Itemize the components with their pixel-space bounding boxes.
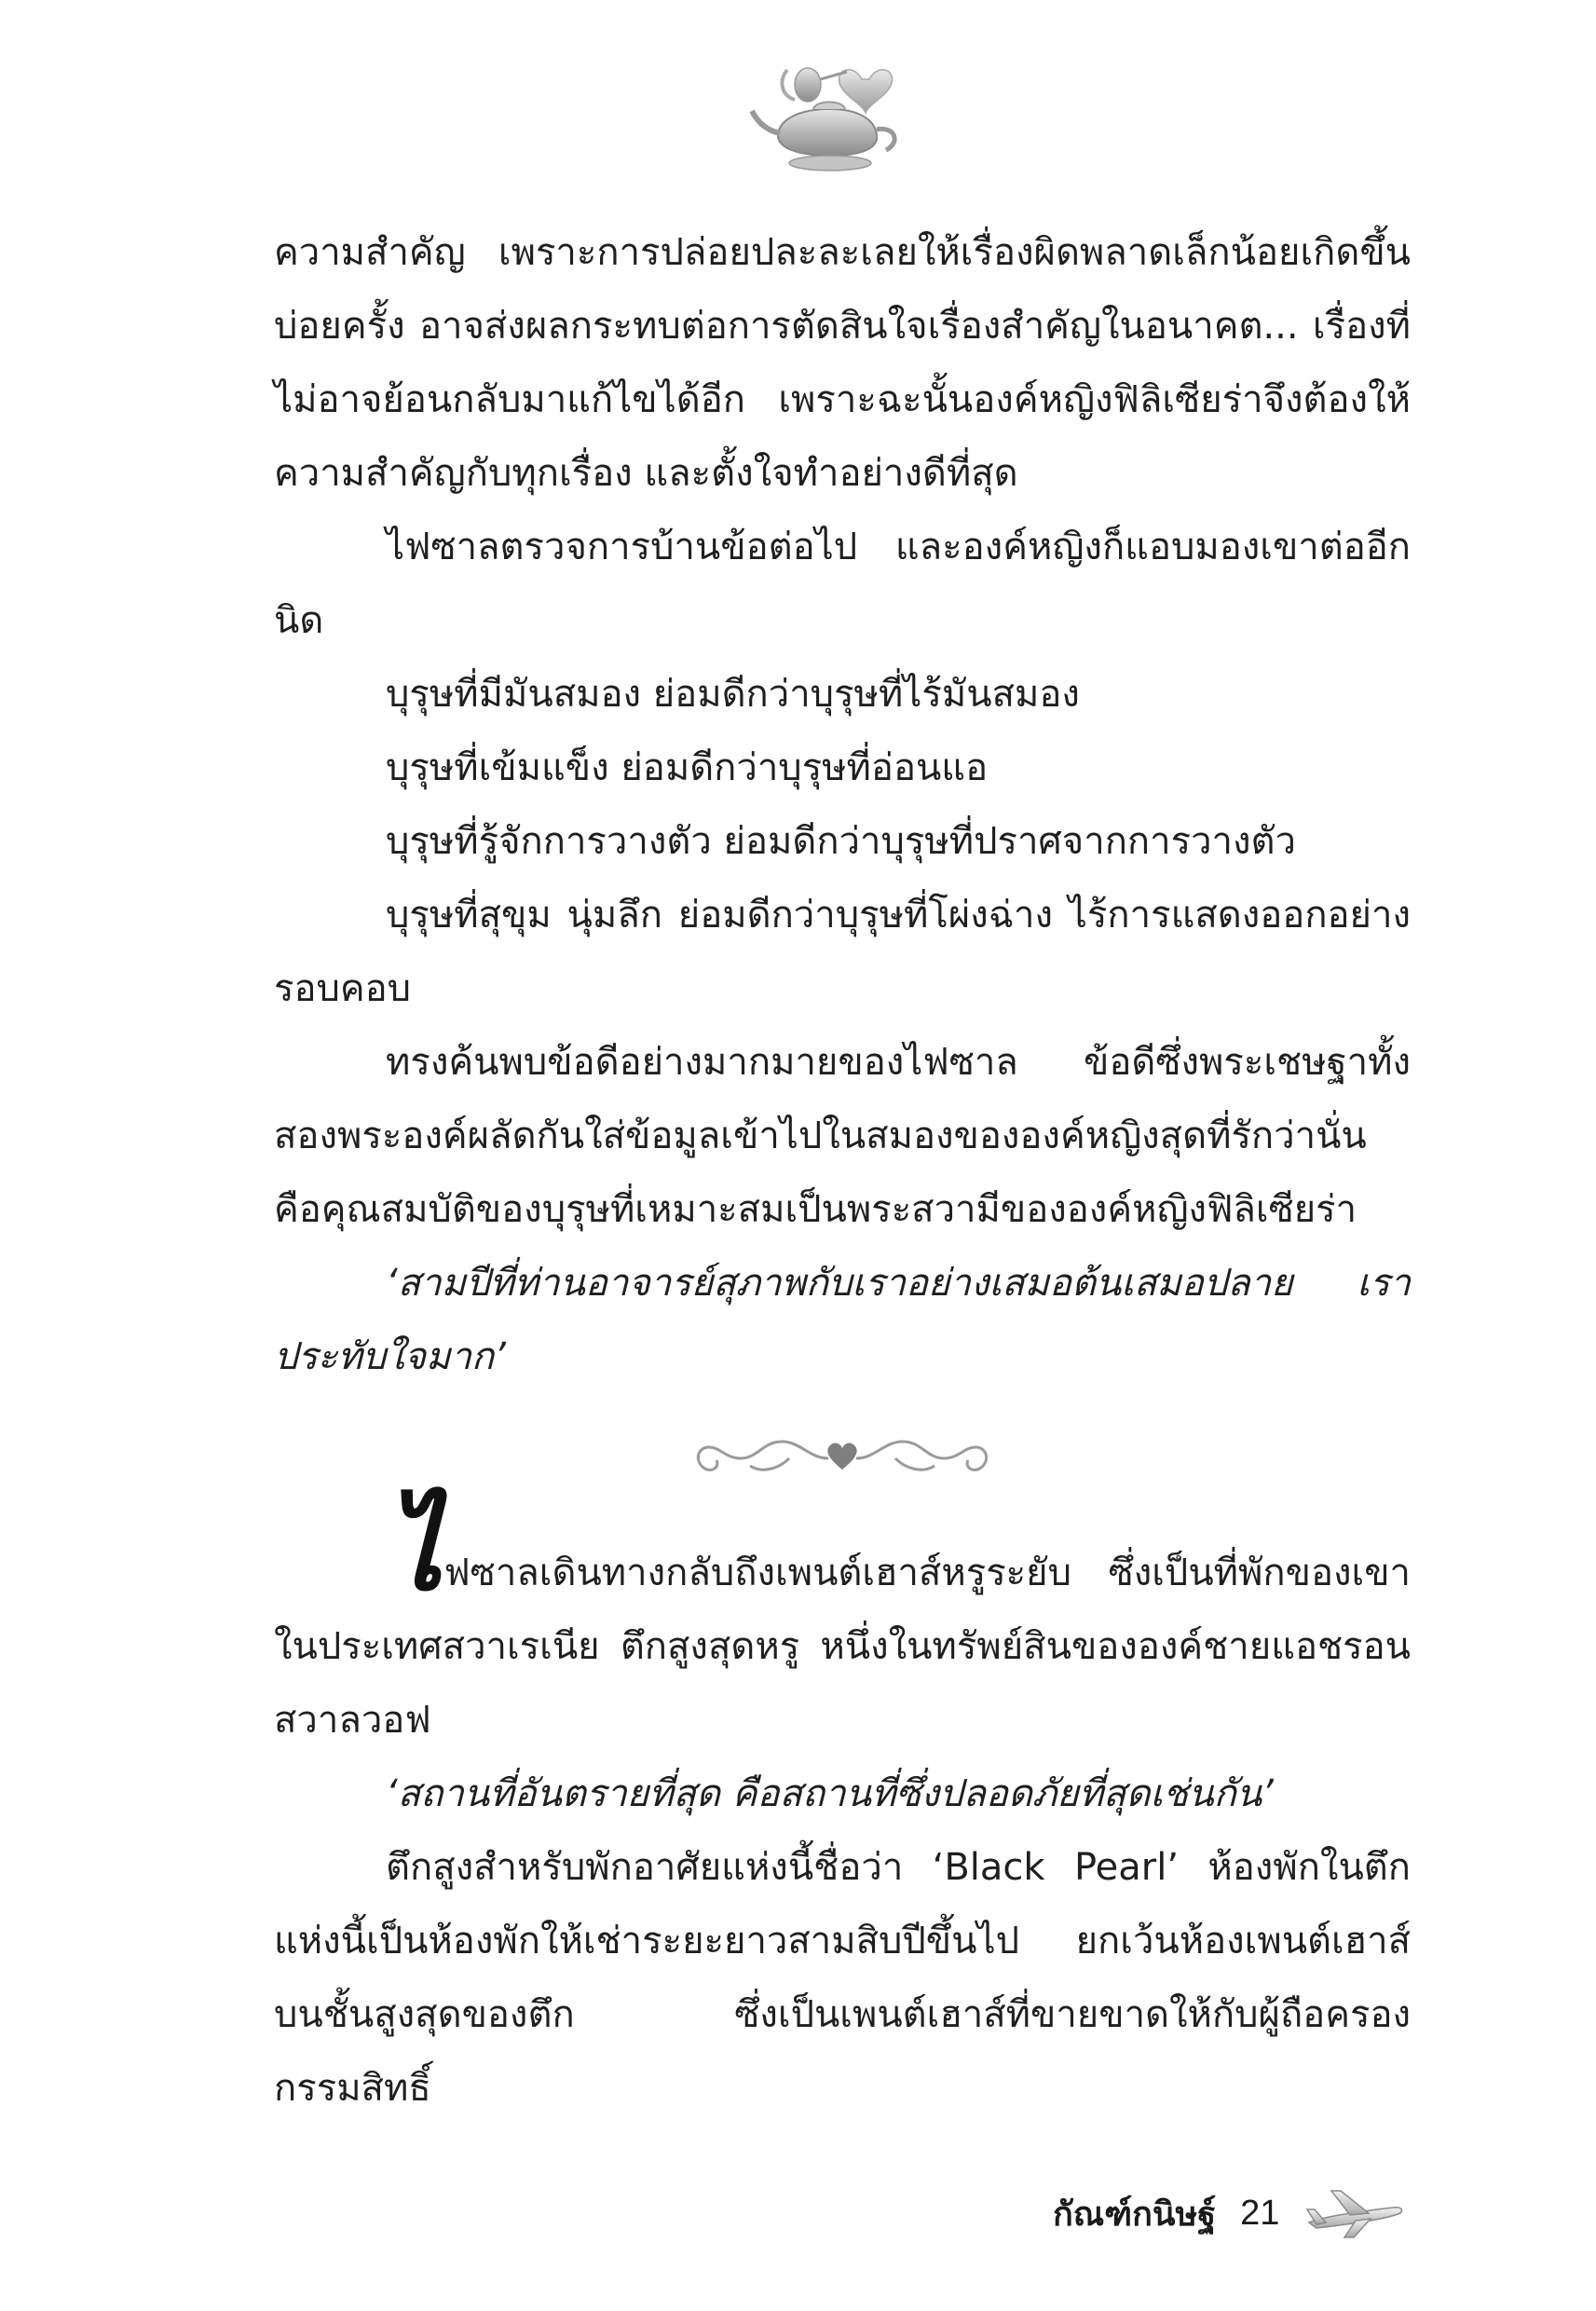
paragraph: บุรุษที่สุขุม นุ่มลึก ย่อมดีกว่าบุรุษที่โผ่งฉ่าง ไร้การแสดงออกอย่างรอบคอบ <box>274 894 1411 1010</box>
page-number: 21 <box>1240 2193 1280 2233</box>
italic-quote: ‘สถานที่อันตรายที่สุด คือสถานที่ซึ่งปลอดภัยที่สุดเช่นกัน’ <box>386 1772 1274 1815</box>
paragraph: บุรุษที่รู้จักการวางตัว ย่อมดีกว่าบุรุษที่ปราศจากการวางตัว <box>386 820 1296 863</box>
drop-cap: ไ <box>386 1484 443 1616</box>
airplane-icon <box>1303 2185 1406 2241</box>
section-divider <box>274 1394 1411 1523</box>
body-text <box>274 216 1411 2126</box>
italic-quote: ‘สามปีที่ท่านอาจารย์สุภาพกับเราอย่างเสมอต้นเสมอปลาย เราประทับใจมาก’ <box>274 1262 1411 1378</box>
paragraph: ตึกสูงสำหรับพักอาศัยแห่งนี้ชื่อว่า ‘Black Pearl’ ห้องพักในตึกแห่งนี้เป็นห้องพักให้เช่าระยะยาวสามสิบปีขึ้นไป ยกเว้นห้องเพนต์เฮาส์บนชั้นสูงสุดของตึก ซึ่งเป็นเพนต์เฮาส์ที่ขายขาดให้กับผู้ถือครองกรรมสิทธิ์ <box>274 1846 1411 2110</box>
page-footer <box>1053 2181 1406 2246</box>
paragraph: ทรงค้นพบข้อดีอย่างมากมายของไฟซาล ข้อดีซึ่งพระเชษฐาทั้งสองพระองค์ผลัดกันใส่ข้อมูลเข้าไปในสมองขององค์หญิงสุดที่รักว่านั่นคือคุณสมบัติของบุรุษที่เหมาะสมเป็นพระสวามีขององค์หญิงฟิลิเซียร่า <box>274 1041 1411 1231</box>
paragraph: บุรุษที่เข้มแข็ง ย่อมดีกว่าบุรุษที่อ่อนแอ <box>386 746 989 789</box>
paragraph: ไฟซาลตรวจการบ้านข้อต่อไป และองค์หญิงก็แอบมองเขาต่ออีกนิด <box>274 526 1411 642</box>
paragraph-continuation: ความสำคัญ เพราะการปล่อยปละละเลยให้เรื่องผิดพลาดเล็กน้อยเกิดขึ้นบ่อยครั้ง อาจส่งผลกระทบต่อการตัดสินใจเรื่องสำคัญในอนาคต... เรื่องที่ไม่อาจย้อนกลับมาแก้ไขได้อีก เพราะฉะนั้นองค์หญิงฟิลิเซียร่าจึงต้องให้ความสำคัญกับทุกเรื่อง และตั้งใจทำอย่างดีที่สุด <box>274 231 1411 495</box>
paragraph: บุรุษที่มีมันสมอง ย่อมดีกว่าบุรุษที่ไร้มันสมอง <box>386 673 1080 716</box>
chapter-opening-paragraph <box>274 1484 1411 1757</box>
book-title: กัณฑ์กนิษฐ์ <box>1053 2195 1217 2234</box>
flourish-heart-divider-icon <box>689 1421 996 1496</box>
drop-cap-paragraph-text: ฟซาลเดินทางกลับถึงเพนต์เฮาส์หรูระยับ ซึ่งเป็นที่พักของเขาในประเทศสวาเรเนีย ตึกสูงสุดหรู หนึ่งในทรัพย์สินขององค์ชายแอชรอนสวาลวอฟ <box>274 1552 1411 1742</box>
teapot-heart-ornament-icon <box>750 51 908 177</box>
